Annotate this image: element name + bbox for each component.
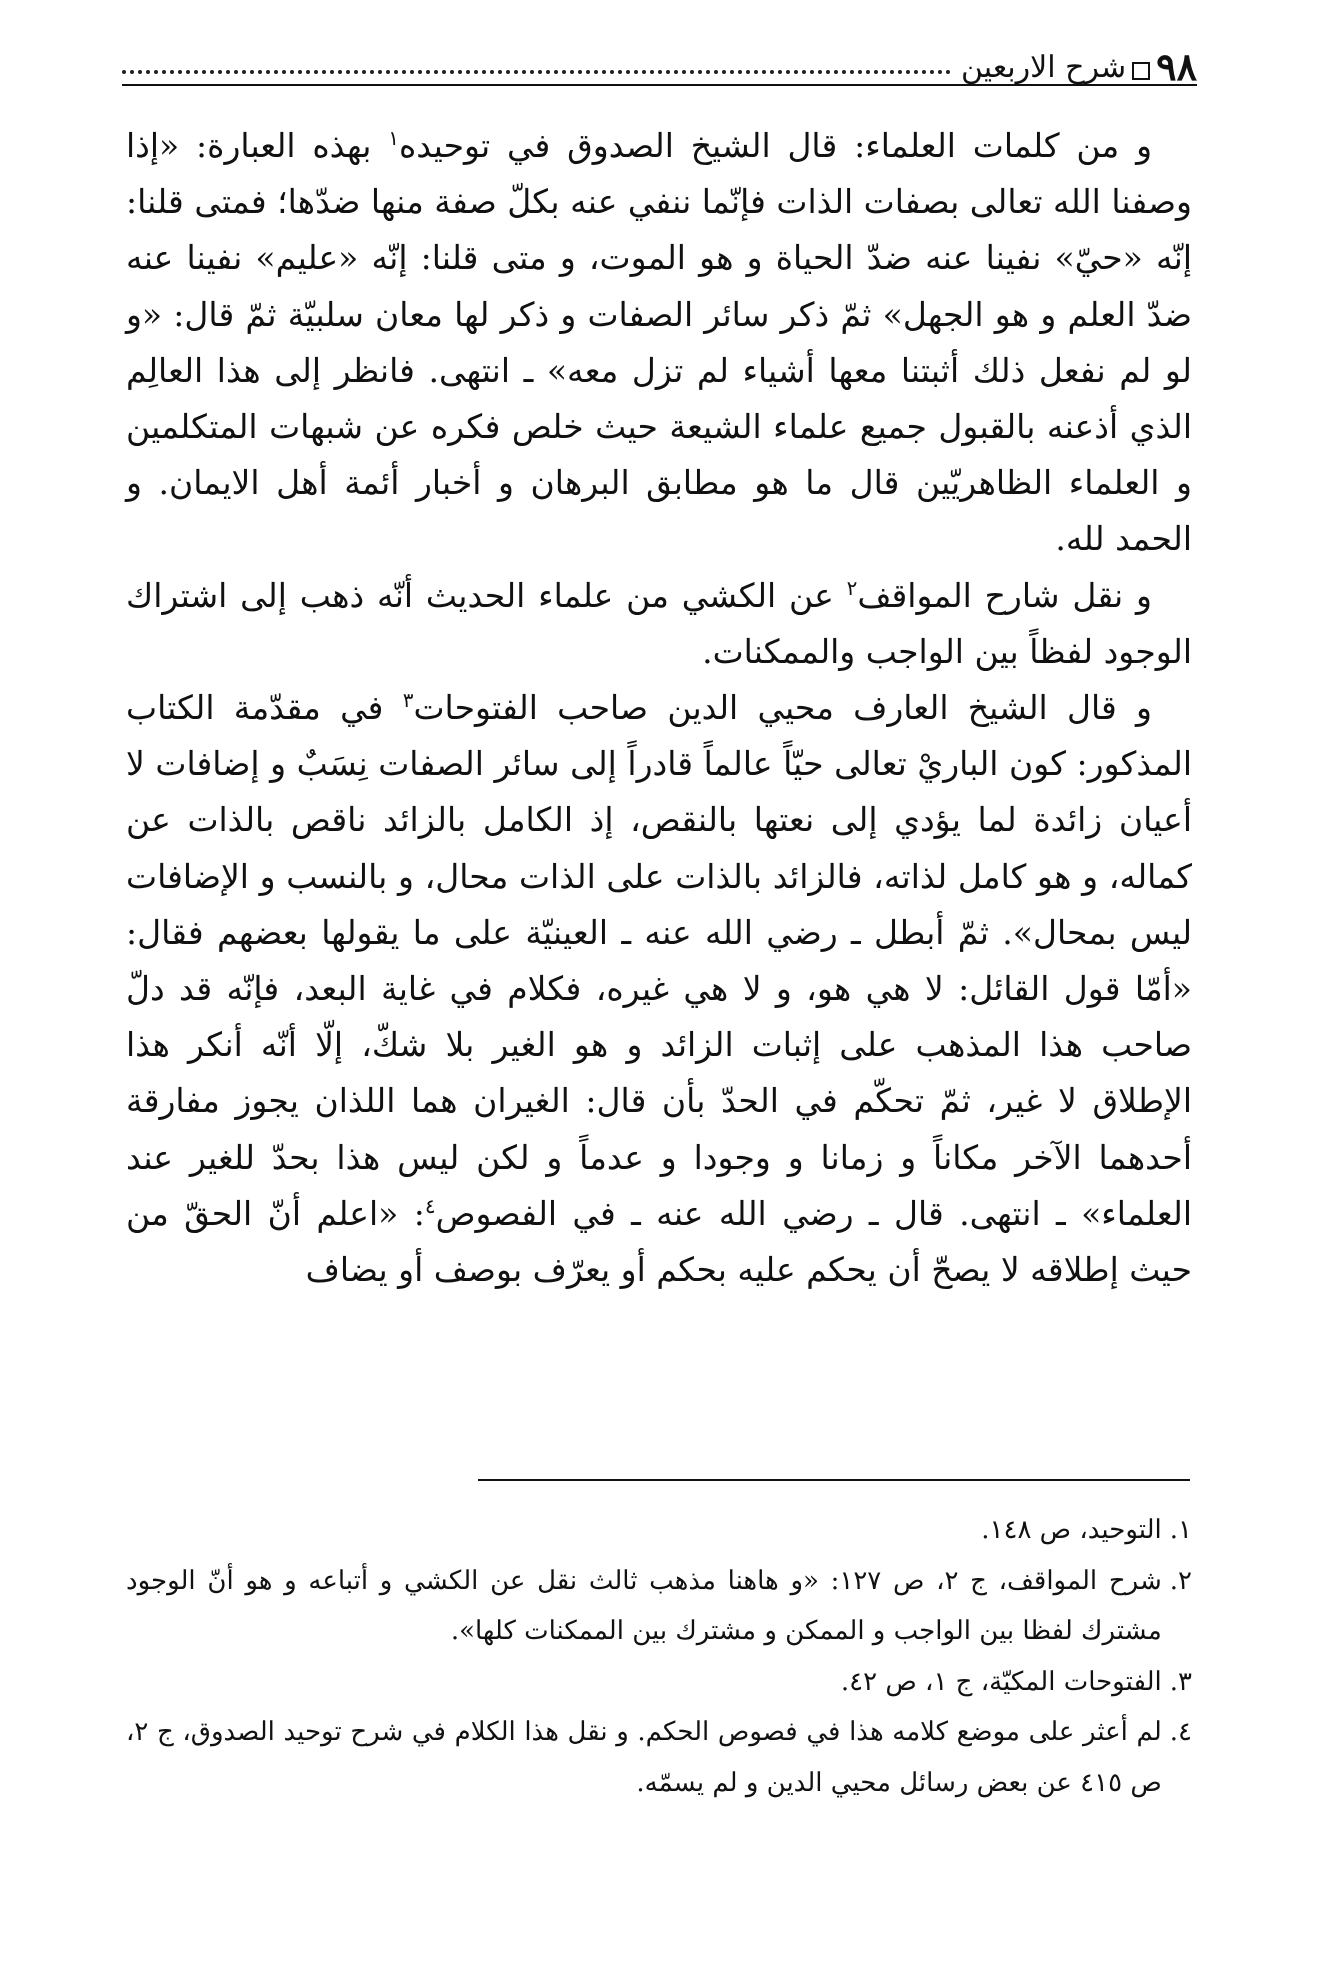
- paragraph-text: عن الكشي من علماء الحديث أنّه ذهب إلى اشتراك الوجود لفظاً بين الواجب والممكنات.: [126, 575, 1192, 671]
- footnote-number: ١.: [1169, 1515, 1192, 1545]
- footnote-4: [126, 1707, 1192, 1808]
- header-rule: [122, 84, 1197, 86]
- paragraph-text: بهذه العبارة: «إذا وصفنا الله تعالى بصفات الذات فإنّما ننفي عنه بكلّ صفة منها ضدّها؛ فمتى قلنا: إنّه «حيّ» نفينا عنه ضدّ الحياة و هو الموت، و متى قلنا: إنّه «عليم» نفينا عنه ضدّ العلم و هو الجهل» ثمّ ذكر سائر الصفات و ذكر لها معان سلبيّة ثمّ قال: «و لو لم نفعل ذلك أثبتنا معها أشياء لم تزل معه» ـ انتهى. فانظر إلى هذا العالِم الذي أذعنه بالقبول جميع علماء الشيعة حيث خلص فكره عن شبهات المتكلمين و العلماء الظاهريّين قال ما هو مطابق البرهان و أخبار أئمة أهل الايمان. و الحمد لله.: [126, 126, 1192, 559]
- footnote-number: ٤.: [1169, 1717, 1192, 1747]
- paragraph-text: في مقدّمة الكتاب المذكور: كون الباريْ تعالى حيّاً عالماً قادراً إلى سائر الصفات نِسَبٌ و إضافات لا أعيان زائدة لما يؤدي إلى نعتها بالنقص، إذ الكامل بالزائد ناقص بالذات عن كماله، و هو كامل لذاته، فالزائد بالذات على الذات محال، و بالنسب و الإضافات ليس بمحال». ثمّ أبطل ـ رضي الله عنه ـ العينيّة على ما يقولها بعضهم فقال: «أمّا قول القائل: لا هي هو، و لا هي غيره، فكلام في غاية البعد، فإنّه قد دلّ صاحب هذا المذهب على إثبات الزائد و هو الغير بلا شكّ، إلّا أنّه أنكر هذا الإطلاق لا غير، ثمّ تحكّم في الحدّ بأن قال: الغيران هما اللذان يجوز مفارقة أحدهما الآخر مكاناً و زمانا و وجودا و عدماً و لكن ليس هذا بحدّ للغير عند العلماء» ـ انتهى. قال ـ رضي الله عنه ـ في الفصوص: [126, 688, 1192, 1233]
- footnotes: [126, 1505, 1192, 1808]
- paragraph-text: و قال الشيخ العارف محيي الدين صاحب الفتوحات: [413, 688, 1152, 728]
- footnote-text: الفتوحات المكيّة، ج ١، ص ٤٢.: [840, 1666, 1162, 1697]
- footnote-1: [126, 1505, 1192, 1556]
- footnote-reference-4: ٤: [424, 1193, 436, 1218]
- footnote-reference-1: ١: [388, 126, 399, 150]
- page-number: ٩٨: [1156, 44, 1197, 89]
- paragraph-text: و من كلمات العلماء: قال الشيخ الصدوق في توحيده: [399, 126, 1153, 165]
- paragraph-1: [126, 118, 1192, 568]
- header-square-ornament: [1132, 62, 1150, 80]
- running-header: [122, 30, 1197, 89]
- footnote-text: لم أعثر على موضع كلامه هذا في فصوص الحكم. و نقل هذا الكلام في شرح توحيد الصدوق، ج ٢، ص ٤١٥ عن بعض رسائل محيي الدين و لم يسمّه.: [126, 1717, 1162, 1798]
- paragraph-text: و نقل شارح المواقف: [857, 575, 1152, 615]
- header-dotted-leader: [122, 70, 951, 74]
- footnote-2: [126, 1556, 1192, 1657]
- main-text: [126, 118, 1192, 1298]
- footnote-separator: [478, 1479, 1190, 1481]
- footnote-reference-3: ٣: [402, 688, 414, 713]
- running-title: شرح الاربعين: [960, 50, 1127, 85]
- footnote-text: شرح المواقف، ج ٢، ص ١٢٧: «و هاهنا مذهب ثالث نقل عن الكشي و أتباعه و هو أنّ الوجود مشترك لفظا بين الواجب و الممكن و مشترك بين الممكنات كلها».: [126, 1565, 1162, 1646]
- footnote-text: التوحيد، ص ١٤٨.: [981, 1515, 1162, 1545]
- footnote-number: ٣.: [1169, 1666, 1192, 1697]
- footnote-3: [126, 1657, 1192, 1708]
- footnote-reference-2: ٢: [846, 575, 858, 600]
- footnote-number: ٢.: [1169, 1565, 1192, 1596]
- paragraph-text: : «اعلم أنّ الحقّ من حيث إطلاقه لا يصحّ أن يحكم عليه بحكم أو يعرّف بوصف أو يضاف: [126, 1193, 1192, 1290]
- paragraph-2: [126, 568, 1192, 680]
- paragraph-3: [126, 680, 1192, 1298]
